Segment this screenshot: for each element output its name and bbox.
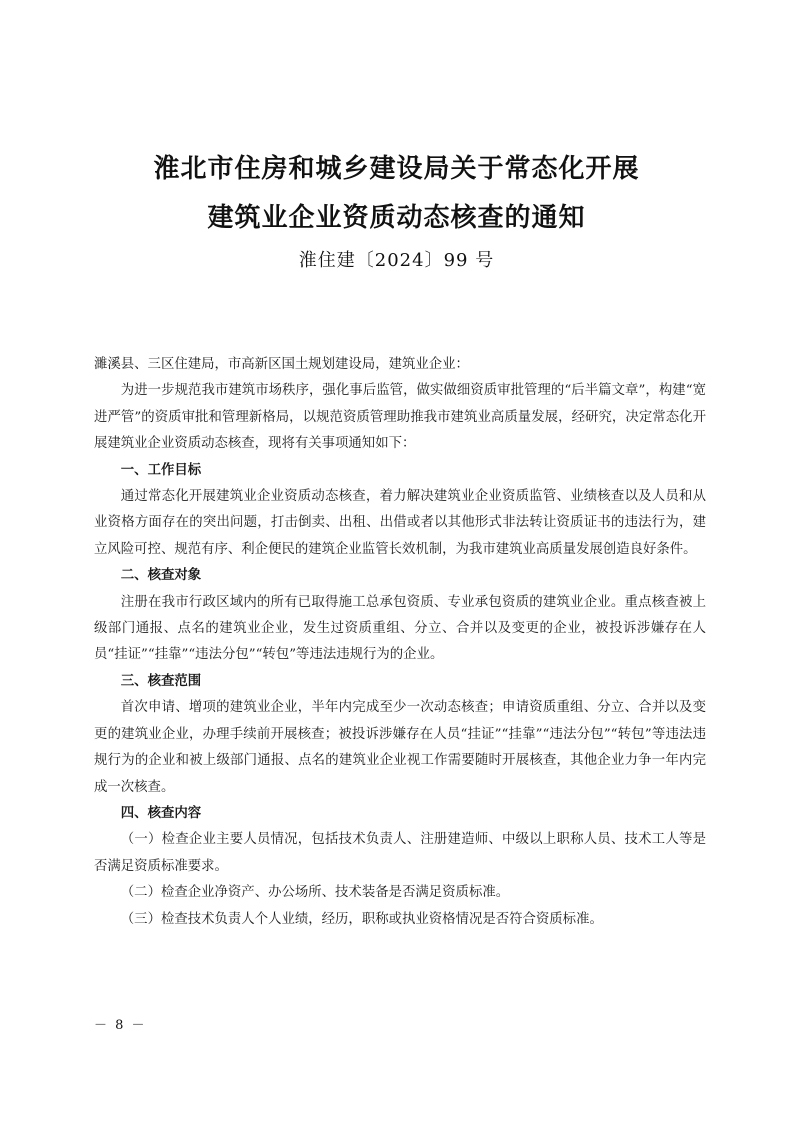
page-number: － 8 － (94, 1018, 147, 1033)
section-heading-targets: 二、核查对象 (120, 568, 202, 584)
content-item-2: （二）检查企业净资产、办公场所、技术装备是否满足资质标准。 (120, 885, 510, 901)
document-title-line-2: 建筑业企业资质动态核查的通知 (207, 203, 586, 233)
content-item-3: （三）检查技术负责人个人业绩，经历，职称或执业资格情况是否符合资质标准。 (120, 911, 603, 927)
section-text-targets: 注册在我市行政区域内的所有已取得施工总承包资质、专业承包资质的建筑业企业。重点核查被上级部门通报、点名的建筑业企业，发生过资质重组、分立、合并以及变更的企业，被投诉涉嫌存在人员“挂证”“挂靠”“违法分包”“转包”等违法违规行为的企业。 (94, 594, 706, 663)
addressee: 濉溪县、三区住建局，市高新区国土规划建设局，建筑业企业： (94, 357, 469, 372)
intro-paragraph: 为进一步规范我市建筑市场秩序，强化事后监管，做实做细资质审批管理的“后半篇文章”，构建“宽进严管”的资质审批和管理新格局，以规范资质管理助推我市建筑业高质量发展，经研究，决定常态化开展建筑业企业资质动态核查，现将有关事项通知如下： (94, 383, 706, 452)
section-text-goals: 通过常态化开展建筑业企业资质动态核查，着力解决建筑业企业资质监管、业绩核查以及人员和从业资格方面存在的突出问题，打击倒卖、出租、出借或者以其他形式非法转让资质证书的违法行为，建立风险可控、规范有序、利企便民的建筑企业监管长效机制，为我市建筑业高质量发展创造良好条件。 (94, 489, 706, 557)
section-heading-goals: 一、工作目标 (120, 462, 202, 478)
section-heading-scope: 三、核查范围 (120, 673, 202, 689)
document-number: 淮住建〔2024〕99 号 (298, 250, 495, 271)
content-item-1: （一）检查企业主要人员情况，包括技术负责人、注册建造师、中级以上职称人员、技术工人等是否满足资质标准要求。 (94, 832, 706, 874)
section-text-scope: 首次申请、增项的建筑业企业，半年内完成至少一次动态核查；申请资质重组、分立、合并以及变更的建筑业企业，办理手续前开展核查；被投诉涉嫌存在人员“挂证”“挂靠”“违法分包”“转包”等违法违规行为的企业和被上级部门通报、点名的建筑业企业视工作需要随时开展核查，其他企业力争一年内完成一次核查。 (94, 700, 706, 795)
document-title-line-1: 淮北市住房和城乡建设局关于常态化开展 (153, 154, 640, 184)
document-body (94, 352, 706, 933)
section-heading-content: 四、核查内容 (120, 805, 202, 821)
